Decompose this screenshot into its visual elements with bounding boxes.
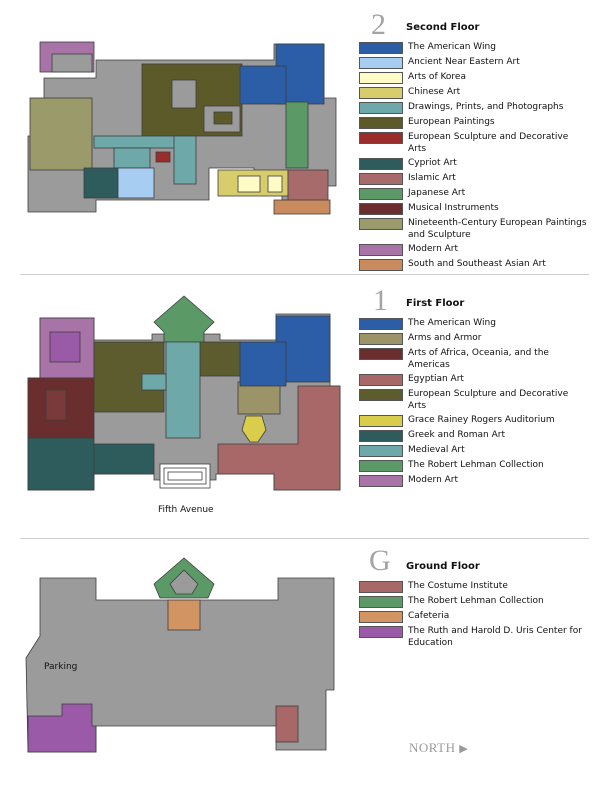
first-floor-legend	[359, 317, 589, 489]
legend-swatch	[359, 475, 403, 487]
legend-swatch	[359, 244, 403, 256]
legend-swatch	[359, 596, 403, 608]
legend-swatch	[359, 374, 403, 386]
legend-label: Egyptian Art	[408, 374, 464, 384]
legend-item	[359, 414, 589, 427]
legend-label: Greek and Roman Art	[408, 430, 506, 440]
legend-label: European Sculpture and Decorative Arts	[408, 389, 569, 411]
legend-item	[359, 347, 589, 371]
legend-item	[359, 429, 589, 442]
floor-title: First Floor	[406, 298, 465, 309]
north-indicator	[409, 740, 468, 756]
legend-swatch	[359, 158, 403, 170]
floor-number: G	[369, 544, 391, 577]
legend-swatch	[359, 218, 403, 230]
legend-label: The Ruth and Harold D. Uris Center for Education	[408, 626, 582, 648]
arrow-right-icon: ▶	[459, 743, 469, 755]
legend-label: Modern Art	[408, 244, 459, 254]
legend-item	[359, 258, 589, 271]
floor-number: 2	[371, 8, 386, 41]
legend-label: The Costume Institute	[408, 581, 508, 591]
legend-swatch	[359, 611, 403, 623]
legend-label: Ancient Near Eastern Art	[408, 57, 520, 67]
legend-swatch	[359, 203, 403, 215]
legend-item	[359, 332, 589, 345]
first-floor-map	[24, 294, 344, 500]
floor-title: Ground Floor	[406, 561, 480, 572]
legend-label: Grace Rainey Rogers Auditorium	[408, 415, 555, 425]
parking-label: Parking	[44, 662, 78, 672]
legend-item	[359, 388, 589, 412]
legend-swatch	[359, 430, 403, 442]
legend-swatch	[359, 188, 403, 200]
legend-label: Arms and Armor	[408, 333, 482, 343]
legend-item	[359, 459, 589, 472]
legend-label: Cypriot Art	[408, 158, 457, 168]
legend-label: Modern Art	[408, 475, 459, 485]
legend-swatch	[359, 626, 403, 638]
legend-item	[359, 625, 589, 649]
legend-swatch	[359, 259, 403, 271]
section-divider	[20, 538, 589, 539]
legend-item	[359, 373, 589, 386]
legend-item	[359, 595, 589, 608]
legend-swatch	[359, 42, 403, 54]
legend-swatch	[359, 318, 403, 330]
legend-label: Drawings, Prints, and Photographs	[408, 102, 564, 112]
legend-swatch	[359, 333, 403, 345]
legend-label: The American Wing	[408, 42, 496, 52]
legend-label: The Robert Lehman Collection	[408, 460, 544, 470]
section-divider	[20, 274, 589, 275]
legend-label: Medieval Art	[408, 445, 465, 455]
legend-label: Japanese Art	[408, 188, 466, 198]
street-label: Fifth Avenue	[158, 505, 214, 515]
legend-item	[359, 116, 589, 129]
legend-item	[359, 217, 589, 241]
legend-item	[359, 580, 589, 593]
legend-item	[359, 157, 589, 170]
floor-title: Second Floor	[406, 22, 480, 33]
legend-item	[359, 187, 589, 200]
legend-label: Chinese Art	[408, 87, 461, 97]
legend-swatch	[359, 415, 403, 427]
legend-swatch	[359, 87, 403, 99]
second-floor-legend	[359, 41, 589, 273]
legend-item	[359, 56, 589, 69]
legend-label: Nineteenth-Century European Paintings and Sculpture	[408, 218, 587, 240]
ground-floor-map	[24, 556, 344, 756]
legend-label: Cafeteria	[408, 611, 450, 621]
legend-swatch	[359, 445, 403, 457]
legend-label: Arts of Africa, Oceania, and the Americas	[408, 348, 549, 370]
legend-label: Musical Instruments	[408, 203, 499, 213]
legend-item	[359, 202, 589, 215]
legend-label: South and Southeast Asian Art	[408, 259, 546, 269]
legend-item	[359, 444, 589, 457]
legend-label: The American Wing	[408, 318, 496, 328]
legend-item	[359, 71, 589, 84]
legend-swatch	[359, 460, 403, 472]
legend-swatch	[359, 389, 403, 401]
legend-swatch	[359, 117, 403, 129]
legend-item	[359, 101, 589, 114]
legend-label: Arts of Korea	[408, 72, 466, 82]
legend-item	[359, 317, 589, 330]
legend-swatch	[359, 581, 403, 593]
legend-item	[359, 474, 589, 487]
legend-item	[359, 243, 589, 256]
second-floor-map	[24, 40, 344, 216]
north-label: NORTH	[409, 740, 456, 755]
legend-item	[359, 172, 589, 185]
legend-item	[359, 131, 589, 155]
legend-swatch	[359, 57, 403, 69]
ground-floor-legend	[359, 580, 589, 651]
legend-swatch	[359, 132, 403, 144]
legend-swatch	[359, 102, 403, 114]
legend-label: The Robert Lehman Collection	[408, 596, 544, 606]
legend-label: European Sculpture and Decorative Arts	[408, 132, 569, 154]
legend-swatch	[359, 348, 403, 360]
floor-number: 1	[373, 284, 388, 317]
legend-label: Islamic Art	[408, 173, 456, 183]
legend-swatch	[359, 173, 403, 185]
legend-item	[359, 610, 589, 623]
legend-label: European Paintings	[408, 117, 495, 127]
legend-item	[359, 86, 589, 99]
legend-item	[359, 41, 589, 54]
legend-swatch	[359, 72, 403, 84]
